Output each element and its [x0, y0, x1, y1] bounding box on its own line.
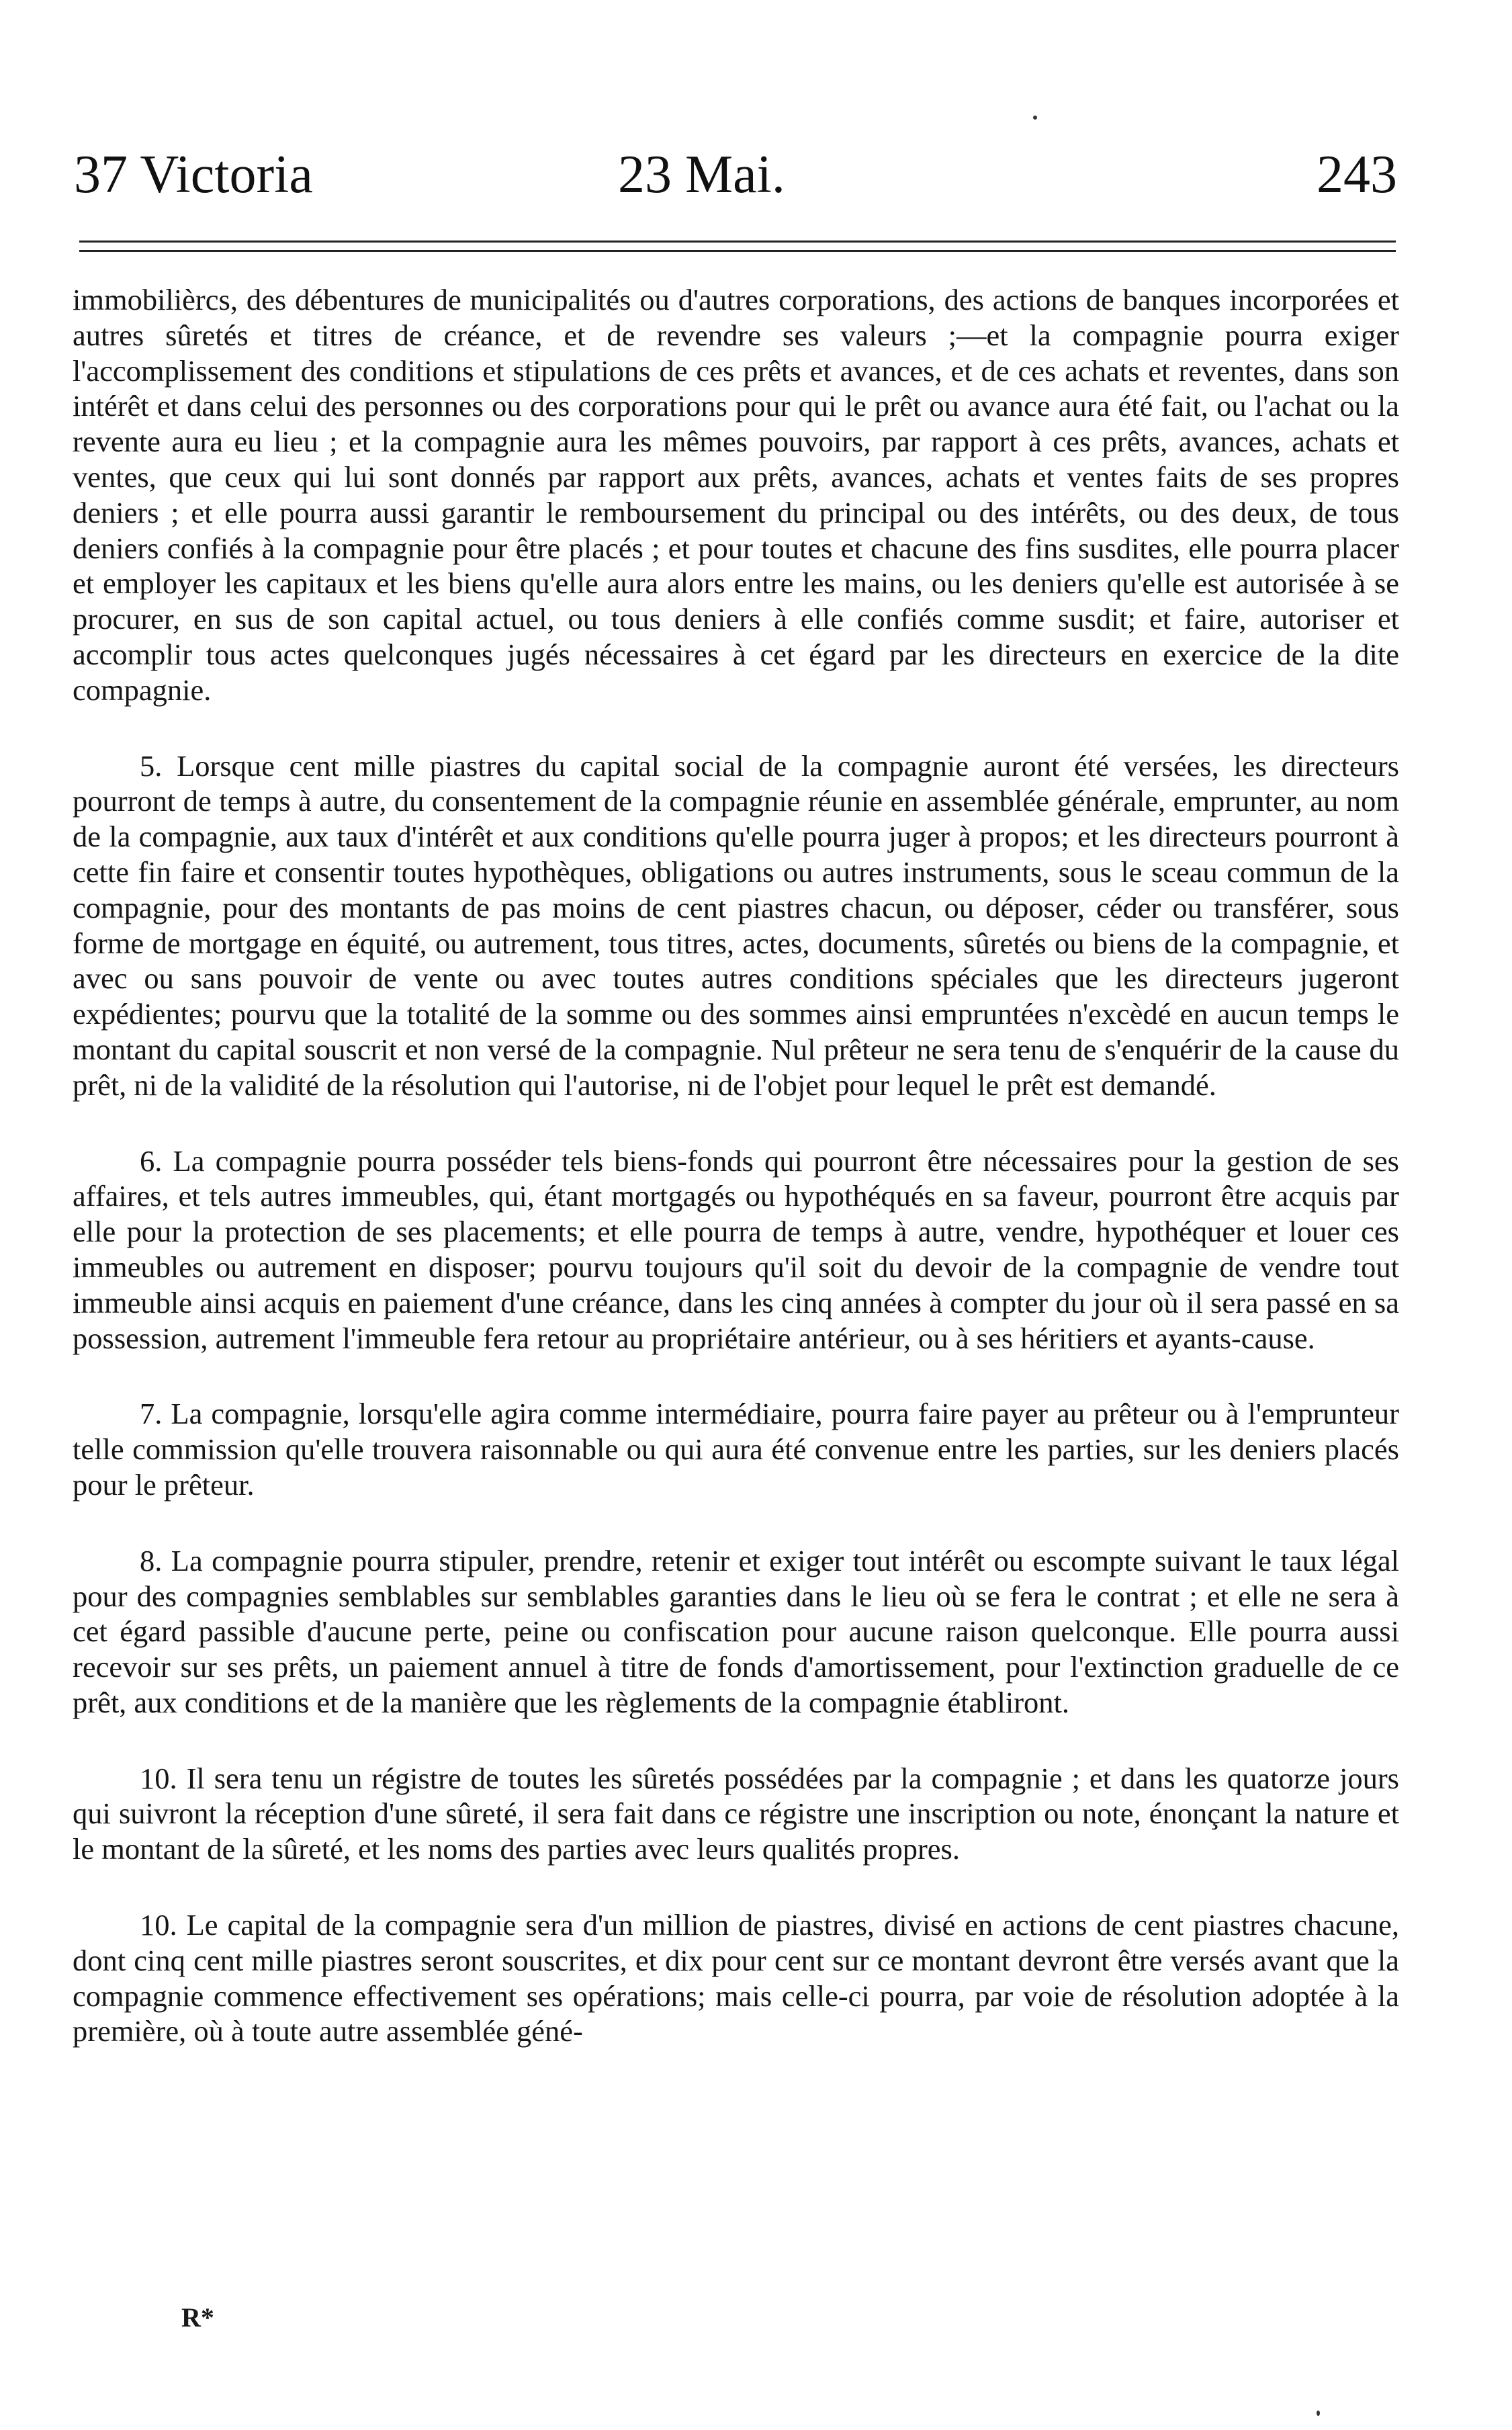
header-regnal-year: 37 Victoria: [74, 145, 313, 204]
header-date: 23 Mai.: [618, 145, 785, 204]
print-speck: [1317, 2411, 1320, 2416]
running-header: [67, 138, 1397, 212]
header-rule-bottom: [79, 250, 1396, 252]
paragraph-section-7: 7. La compagnie, lorsqu'elle agira comme intermédiaire, pourra faire payer au prêteur ou à l'emprunteur telle commission qu'elle trouvera raisonnable ou qui aura été convenue entre les parties, sur les deniers placés pour le prêteur.: [73, 1397, 1399, 1502]
body-text: [73, 282, 1399, 2049]
print-speck: [1033, 116, 1037, 120]
paragraph-section-6: 6. La compagnie pourra posséder tels biens-fonds qui pourront être nécessaires pour la gestion de ses affaires, et tels autres immeubles, qui, étant mortgagés ou hypothéqués en sa faveur, pourront être acquis par elle pour la protection de ses placements; et elle pourra de temps à autre, vendre, hypothéquer et louer ces immeubles ou autrement en disposer; pourvu toujours qu'il soit du devoir de la compagnie de vendre tout immeuble ainsi acquis en paiement d'une créance, dans les cinq années à compter du jour où il sera passé en sa possession, autrement l'immeuble fera retour au propriétaire antérieur, ou à ses héritiers et ayants-cause.: [73, 1143, 1399, 1355]
paragraph-section-10-registry: 10. Il sera tenu un régistre de toutes les sûretés possédées par la compagnie ; et dans les quatorze jours qui suivront la réception d'une sûreté, il sera fait dans ce régistre une inscription ou note, énonçant la nature et le montant de la sûreté, et les noms des parties avec leurs qualités propres.: [73, 1761, 1399, 1866]
paragraph-section-8: 8. La compagnie pourra stipuler, prendre, retenir et exiger tout intérêt ou escompte suivant le taux légal pour des compagnies semblables sur semblables garanties dans le lieu où se fera le contrat ; et elle ne sera à cet égard passible d'aucune perte, peine ou confiscation pour aucune raison quelconque. Elle pourra aussi recevoir sur ses prêts, un paiement annuel à titre de fonds d'amortissement, pour l'extinction graduelle de ce prêt, aux conditions et de la manière que les règlements de la compagnie établiront.: [73, 1543, 1399, 1719]
header-rule-top: [79, 241, 1396, 243]
page-number: 243: [1317, 145, 1397, 204]
paragraph-continuation: immobilièrcs, des débentures de municipalités ou d'autres corporations, des actions de banques incorporées et autres sûretés et titres de créance, et de revendre ses valeurs ;—et la compagnie pourra exiger l'accomplissement des conditions et stipulations de ces prêts et avances, et de ces achats et reventes, dans son intérêt et dans celui des personnes ou des corporations pour qui le prêt ou avance aura été fait, ou l'achat ou la revente aura eu lieu ; et la compagnie aura les mêmes pouvoirs, par rapport à ces prêts, avances, achats et ventes, que ceux qui lui sont donnés par rapport aux prêts, avances, achats et ventes faits de ses propres deniers ; et elle pourra aussi garantir le remboursement du principal ou des intérêts, ou des deux, de tous deniers confiés à la compagnie pour être placés ; et pour toutes et chacune des fins susdites, elle pourra placer et employer les capitaux et les biens qu'elle aura alors entre les mains, ou les deniers qu'elle est autorisée à se procurer, en sus de son capital actuel, ou tous deniers à elle confiés comme susdit; et faire, autoriser et accomplir tous actes quelconques jugés nécessaires à cet égard par les directeurs en exercice de la dite compagnie.: [73, 283, 1399, 707]
signature-mark: R*: [181, 2302, 214, 2333]
paragraph-section-5: 5. Lorsque cent mille piastres du capital social de la compagnie auront été versées, les directeurs pourront de temps à autre, du consentement de la compagnie réunie en assemblée générale, emprunter, au nom de la compagnie, aux taux d'intérêt et aux conditions qu'elle pourra juger à propos; et les directeurs pourront à cette fin faire et consentir toutes hypothèques, obligations ou autres instruments, sous le sceau commun de la compagnie, pour des montants de pas moins de cent piastres chacun, ou déposer, céder ou transférer, sous forme de mortgage en équité, ou autrement, tous titres, actes, documents, sûretés ou biens de la compagnie, et avec ou sans pouvoir de vente ou avec toutes autres conditions spéciales que les directeurs jugeront expédientes; pourvu que la totalité de la somme ou des sommes ainsi empruntées n'excèdé en aucun temps le montant du capital souscrit et non versé de la compagnie. Nul prêteur ne sera tenu de s'enquérir de la cause du prêt, ni de la validité de la résolution qui l'autorise, ni de l'objet pour lequel le prêt est demandé.: [73, 748, 1399, 1102]
paragraph-section-10-capital: 10. Le capital de la compagnie sera d'un million de piastres, divisé en actions de cent piastres chacune, dont cinq cent mille piastres seront souscrites, et dix pour cent sur ce montant devront être versés avant que la compagnie commence effectivement ses opérations; mais celle-ci pourra, par voie de résolution adoptée à la première, où à toute autre assemblée géné-: [73, 1908, 1399, 2048]
